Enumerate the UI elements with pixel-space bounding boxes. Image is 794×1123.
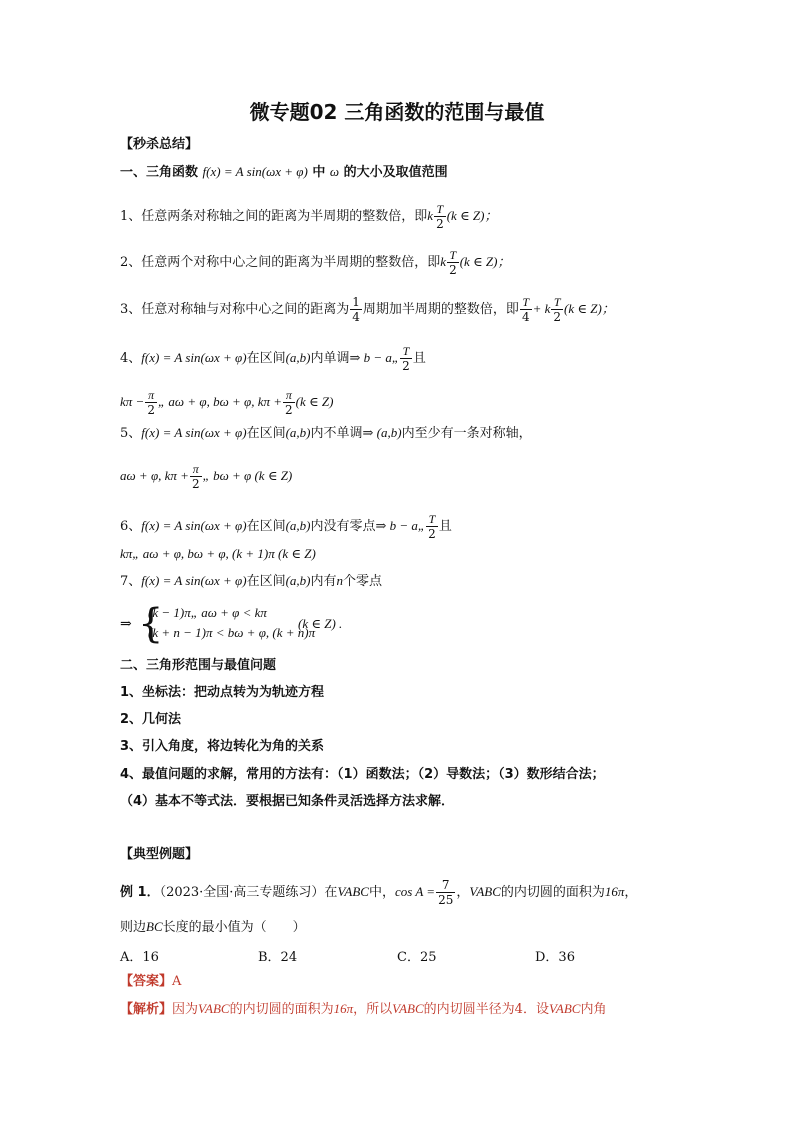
fraction-pi-over-2: $\frac{\pi}{2}$	[191, 462, 200, 491]
rule-4: 4、f(x) = A sin(ωx + φ)在区间(a,b)内单调⇒ b − a„ $\frac{T}{2}$ 且	[120, 344, 426, 373]
rule-6: 6、f(x) = A sin(ωx + φ)在区间(a,b)内没有零点⇒ b − a„ $\frac{T}{2}$ 且	[120, 512, 452, 541]
rule-text: 2、任意两个对称中心之间的距离为半周期的整数倍，即	[120, 255, 441, 270]
heading-text: 的大小及取值范围	[343, 165, 448, 180]
rule-7: 7、f(x) = A sin(ωx + φ)在区间(a,b)内有n个零点	[120, 573, 383, 589]
answer-label: 【答案】	[120, 974, 173, 989]
fraction-7-over-25: $\frac{7}{25}$	[438, 878, 454, 907]
summary-heading: 【秒杀总结】	[120, 137, 199, 152]
example-1-statement: 例 1．（2023·全国·高三专题练习）在VABC中，cos A = $\frac{7}{25}$ ，VABC的内切圆的面积为16π，	[120, 878, 638, 907]
rule-text: 3、任意对称轴与对称中心之间的距离为	[120, 302, 350, 317]
fraction-1-over-4: $\frac{1}{4}$	[352, 295, 360, 324]
option-d: D．36	[535, 950, 575, 965]
page-title: 微专题02 三角函数的范围与最值	[249, 100, 545, 124]
implies-arrow: ⇒	[120, 617, 132, 632]
section-2-heading: 二、三角形范围与最值问题	[120, 658, 277, 673]
rule-4-condition: kπ − $\frac{\pi}{2}$ „ aω + φ, bω + φ, kπ + $\frac{\pi}{2}$ (k ∈ Z)	[120, 388, 334, 417]
omega-symbol: ω	[329, 164, 340, 179]
method-2: 2、几何法	[120, 712, 182, 727]
fraction-t-over-2: $\frac{T}{2}$	[436, 202, 444, 231]
method-4: 4、最值问题的求解，常用的方法有：（1）函数法；（2）导数法；（3）数形结合法；	[120, 767, 605, 782]
fraction-pi-over-2: $\frac{\pi}{2}$	[285, 388, 293, 417]
option-a: A．16	[120, 950, 159, 965]
fraction-t-over-4: $\frac{T}{4}$	[521, 295, 530, 324]
function-formula: f(x) = A sin(ωx + φ)	[202, 164, 308, 179]
rule-5-condition: aω + φ, kπ + $\frac{\pi}{2}$ „ bω + φ (k ∈ Z)	[120, 462, 293, 491]
example-1-question: 则边BC长度的最小值为（ ）	[120, 919, 306, 935]
heading-text: 中	[312, 165, 326, 180]
k-in-z: (k ∈ Z)；	[446, 208, 498, 223]
rule-1	[120, 202, 498, 231]
rule-5: 5、f(x) = A sin(ωx + φ)在区间(a,b)内不单调⇒ (a,b)内至少有一条对称轴，	[120, 425, 532, 441]
rule-text: 1、任意两条对称轴之间的距离为半周期的整数倍，即	[120, 209, 428, 224]
fraction-t-over-2: $\frac{T}{2}$	[553, 295, 562, 324]
heading-text: 一、三角函数	[120, 165, 199, 180]
system-brace: {	[138, 601, 164, 647]
solution-label: 【解析】	[120, 1002, 173, 1017]
section-1-heading	[120, 163, 448, 182]
method-3: 3、引入角度，将边转化为角的关系	[120, 739, 325, 754]
option-b: B．24	[258, 950, 298, 965]
rule-3: 3、任意对称轴与对称中心之间的距离为 $\frac{1}{4}$ 周期加半周期的整数倍，即 $\frac{T}{4}$ + k $\frac{T}{2}$ (k ∈ Z)；	[120, 295, 615, 324]
system-line-2: (k + n − 1)π < bω + φ, (k + n)π	[148, 625, 316, 640]
fraction-t-over-2: $\frac{T}{2}$	[402, 344, 410, 373]
system-line-1: (k − 1)π„ aω + φ < kπ	[148, 605, 267, 620]
k-var: k	[427, 208, 434, 223]
rule-6-condition: kπ„ aω + φ, bω + φ, (k + 1)π (k ∈ Z)	[120, 546, 316, 561]
solution-line: 【解析】因为VABC的内切圆的面积为16π，所以VABC的内切圆半径为4．设VABC内角	[120, 1001, 607, 1017]
rule-2: 2、任意两个对称中心之间的距离为半周期的整数倍，即k $\frac{T}{2}$ (k ∈ Z)；	[120, 248, 511, 277]
fraction-t-over-2: $\frac{T}{2}$	[428, 512, 436, 541]
answer-value: A	[172, 974, 182, 989]
fraction-t-over-2: $\frac{T}{2}$	[449, 248, 457, 277]
option-c: C．25	[397, 950, 437, 965]
examples-heading: 【典型例题】	[120, 847, 199, 862]
fraction-pi-over-2: $\frac{\pi}{2}$	[147, 388, 155, 417]
answer-line	[120, 973, 181, 991]
example-label: 例 1．	[120, 885, 160, 900]
method-4-continued: （4）基本不等式法．要根据已知条件灵活选择方法求解．	[120, 794, 455, 809]
method-1: 1、坐标法：把动点转为为轨迹方程	[120, 685, 325, 700]
system-k-in-z: (k ∈ Z) .	[298, 616, 343, 631]
